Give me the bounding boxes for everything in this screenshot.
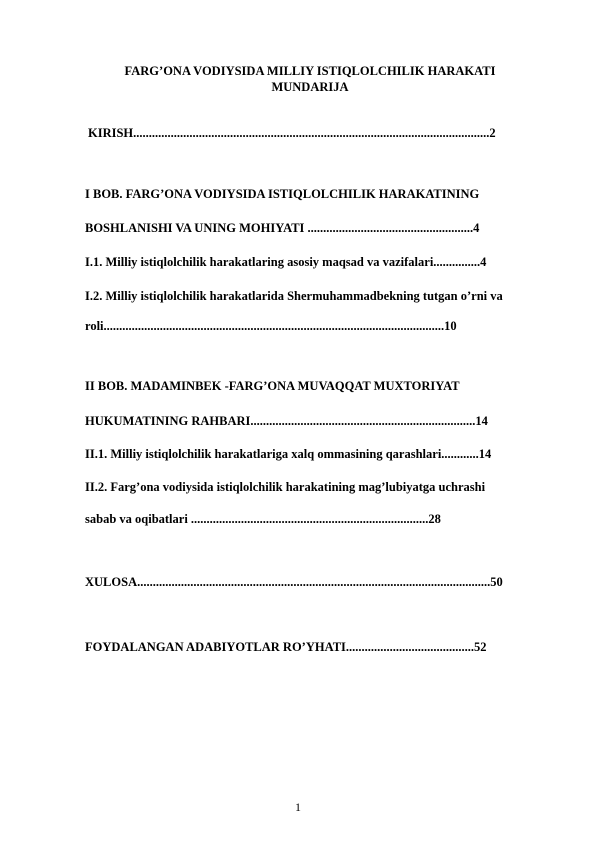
toc-section-1-2-line1: I.2. Milliy istiqlolchilik harakatlarida Shermuhammadbekning tutgan o’rni va bbox=[85, 289, 503, 303]
toc-section-2-2-line2: sabab va oqibatlari ............................................................................28 bbox=[85, 512, 441, 526]
toc-section-2-2-line1: II.2. Farg’ona vodiysida istiqlolchilik harakatining mag’lubiyatga uchrashi bbox=[85, 480, 486, 494]
toc-entry-kirish: KIRISH..................................................................................................................2 bbox=[88, 126, 496, 140]
toc-entry-xulosa: XULOSA.................................................................................................................50 bbox=[85, 575, 503, 589]
toc-chapter-2-line2: HUKUMATINING RAHBARI........................................................................14 bbox=[85, 414, 488, 428]
toc-section-1-1: I.1. Milliy istiqlolchilik harakatlaring asosiy maqsad va vazifalari...............4 bbox=[85, 255, 487, 269]
toc-entry-bibliography: FOYDALANGAN ADABIYOTLAR RO’YHATI.........................................52 bbox=[85, 640, 487, 654]
toc-chapter-2-line1: II BOB. MADAMINBEK -FARG’ONA MUVAQQAT MUXTORIYAT bbox=[85, 379, 460, 393]
toc-section-1-2-line2: roli.............................................................................................................10 bbox=[85, 319, 457, 333]
toc-chapter-1-line2: BOSHLANISHI VA UNING MOHIYATI .....................................................4 bbox=[85, 221, 480, 235]
toc-heading: MUNDARIJA bbox=[271, 80, 349, 94]
toc-section-2-1: II.1. Milliy istiqlolchilik harakatlariga xalq ommasining qarashlari............14 bbox=[85, 447, 492, 461]
document-title: FARG’ONA VODIYSIDA MILLIY ISTIQLOLCHILIK HARAKATI bbox=[124, 64, 496, 78]
page-number: 1 bbox=[295, 800, 301, 814]
toc-chapter-1-line1: I BOB. FARG’ONA VODIYSIDA ISTIQLOLCHILIK HARAKATINING bbox=[85, 187, 480, 201]
